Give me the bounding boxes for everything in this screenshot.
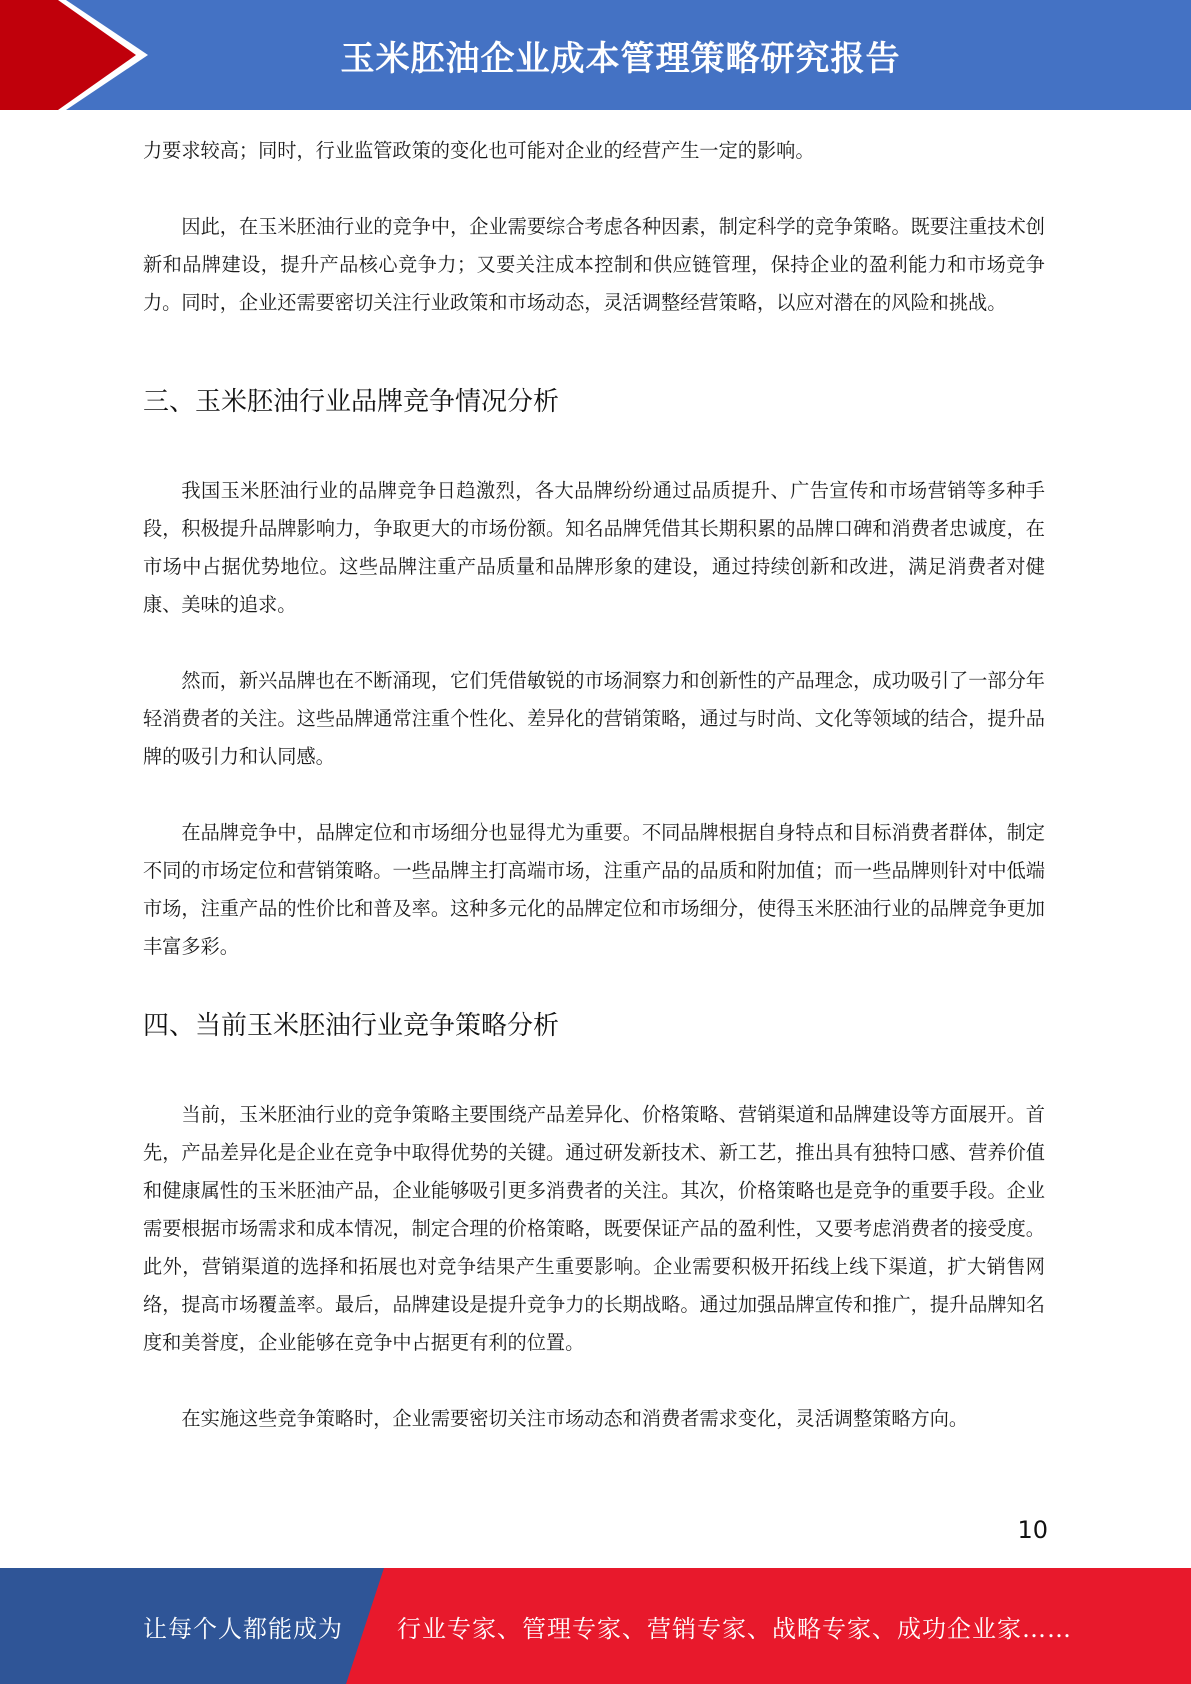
page-number: 10	[1017, 1516, 1048, 1544]
paragraph: 力要求较高；同时，行业监管政策的变化也可能对企业的经营产生一定的影响。	[143, 139, 815, 162]
report-title: 玉米胚油企业成本管理策略研究报告	[340, 38, 901, 79]
footer-slogan-left: 让每个人都能成为	[143, 1614, 343, 1643]
page-footer	[0, 1568, 1191, 1684]
paragraph: 当前，玉米胚油行业的竞争策略主要围绕产品差异化、价格策略、营销渠道和品牌建设等方面展开。首先，产品差异化是企业在竞争中取得优势的关键。通过研发新技术、新工艺，推出具有独特口感、营养价值和健康属性的玉米胚油产品，企业能够吸引更多消费者的关注。其次，价格策略也是竞争的重要手段。企业需要根据市场需求和成本情况，制定合理的价格策略，既要保证产品的盈利性，又要考虑消费者的接受度。此外，营销渠道的选择和拓展也对竞争结果产生重要影响。企业需要积极开拓线上线下渠道，扩大销售网络，提高市场覆盖率。最后，品牌建设是提升竞争力的长期战略。通过加强品牌宣传和推广，提升品牌知名度和美誉度，企业能够在竞争中占据更有利的位置。	[143, 1103, 1045, 1354]
paragraph: 在品牌竞争中，品牌定位和市场细分也显得尤为重要。不同品牌根据自身特点和目标消费者群体，制定不同的市场定位和营销策略。一些品牌主打高端市场，注重产品的品质和附加值；而一些品牌则针对中低端市场，注重产品的性价比和普及率。这种多元化的品牌定位和市场细分，使得玉米胚油行业的品牌竞争更加丰富多彩。	[143, 821, 1045, 958]
footer-slogan-right: 行业专家、管理专家、营销专家、战略专家、成功企业家……	[397, 1614, 1072, 1643]
section-heading: 三、玉米胚油行业品牌竞争情况分析	[143, 387, 560, 417]
paragraph: 因此，在玉米胚油行业的竞争中，企业需要综合考虑各种因素，制定科学的竞争策略。既要注重技术创新和品牌建设，提升产品核心竞争力；又要关注成本控制和供应链管理，保持企业的盈利能力和市场竞争力。同时，企业还需要密切关注行业政策和市场动态，灵活调整经营策略，以应对潜在的风险和挑战。	[143, 215, 1045, 314]
paragraph: 在实施这些竞争策略时，企业需要密切关注市场动态和消费者需求变化，灵活调整策略方向。	[181, 1407, 969, 1430]
paragraph: 然而，新兴品牌也在不断涌现，它们凭借敏锐的市场洞察力和创新性的产品理念，成功吸引了一部分年轻消费者的关注。这些品牌通常注重个性化、差异化的营销策略，通过与时尚、文化等领域的结合，提升品牌的吸引力和认同感。	[143, 669, 1045, 768]
paragraph: 我国玉米胚油行业的品牌竞争日趋激烈，各大品牌纷纷通过品质提升、广告宣传和市场营销等多种手段，积极提升品牌影响力，争取更大的市场份额。知名品牌凭借其长期积累的品牌口碑和消费者忠诚度，在市场中占据优势地位。这些品牌注重产品质量和品牌形象的建设，通过持续创新和改进，满足消费者对健康、美味的追求。	[143, 479, 1045, 616]
section-heading: 四、当前玉米胚油行业竞争策略分析	[143, 1011, 560, 1041]
header-chevron-decoration	[0, 0, 160, 110]
page-header	[0, 0, 1191, 110]
page-content	[143, 132, 1045, 1438]
